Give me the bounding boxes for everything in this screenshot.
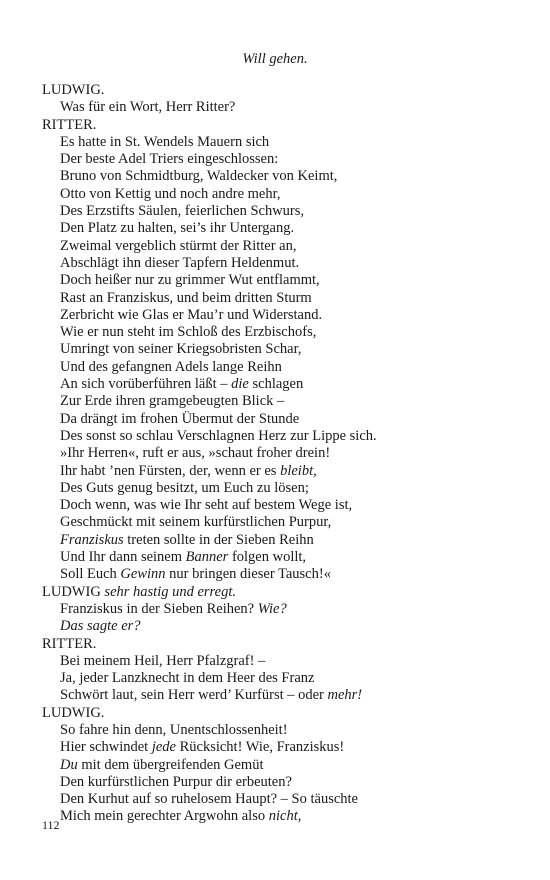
line-text: Den kurfürstlichen Purpur dir erbeuten? <box>60 773 292 790</box>
page-number: 112 <box>42 818 60 832</box>
line-text: Und Ihr dann seinem <box>60 549 186 566</box>
line-text: Doch heißer nur zu grimmer Wut entflammt, <box>60 272 320 289</box>
speaker-name <box>42 705 537 722</box>
emphasis-text: jede <box>151 739 176 756</box>
dialogue-text <box>42 82 537 826</box>
verse-line <box>42 687 537 704</box>
line-text: Des sonst so schlau Verschlagnen Herz zur Lippe sich. <box>60 427 377 444</box>
line-text: Abschlägt ihn dieser Tapfern Heldenmut. <box>60 254 300 271</box>
emphasis-text: Banner <box>185 549 229 566</box>
verse-line <box>42 220 537 237</box>
verse-line <box>42 376 537 393</box>
verse-line <box>42 272 537 289</box>
emphasis-text: Du <box>60 756 78 773</box>
stage-direction: Will gehen. <box>242 51 308 67</box>
emphasis-text: Wie? <box>257 600 287 617</box>
emphasis-text: sehr hastig und erregt. <box>104 583 236 600</box>
verse-line <box>42 411 537 428</box>
line-text: Was für ein Wort, Herr Ritter? <box>60 99 236 116</box>
verse-line <box>42 463 537 480</box>
line-text: Den Platz zu halten, sei’s ihr Untergang. <box>60 220 295 237</box>
verse-line <box>42 532 537 549</box>
line-text: Zerbricht wie Glas er Mau’r und Widerstand. <box>60 306 323 323</box>
verse-line <box>42 566 537 583</box>
verse-line <box>42 238 537 255</box>
verse-line <box>42 134 537 151</box>
line-text: Franziskus in der Sieben Reihen? <box>60 600 258 617</box>
line-text: schlagen <box>248 376 304 393</box>
emphasis-text: nicht, <box>268 808 302 825</box>
verse-line <box>42 618 537 635</box>
line-text: »Ihr Herren«, ruft er aus, »schaut froher drein! <box>60 445 331 462</box>
line-text: Des Guts genug besitzt, um Euch zu lösen; <box>60 479 309 496</box>
line-text: nur bringen dieser Tausch!« <box>165 566 331 583</box>
emphasis-text: mehr! <box>327 687 363 704</box>
line-text: RITTER. <box>42 635 97 652</box>
line-text: Zweimal vergeblich stürmt der Ritter an, <box>60 237 297 254</box>
emphasis-text: Gewinn <box>120 566 166 583</box>
verse-line <box>42 393 537 410</box>
line-text: Ja, jeder Lanzknecht in dem Heer des Franz <box>60 670 315 687</box>
verse-line <box>42 151 537 168</box>
verse-line <box>42 480 537 497</box>
line-text: An sich vorüberführen läßt – <box>60 376 232 393</box>
speaker-name <box>42 584 537 601</box>
verse-line <box>42 549 537 566</box>
verse-line <box>42 359 537 376</box>
line-text: Da drängt im frohen Übermut der Stunde <box>60 410 300 427</box>
verse-line <box>42 514 537 531</box>
verse-line <box>42 791 537 808</box>
line-text: Bruno von Schmidtburg, Waldecker von Keimt, <box>60 168 338 185</box>
line-text: Schwört laut, sein Herr werd’ Kurfürst – oder <box>60 687 328 704</box>
line-text: Und des gefangnen Adels lange Reihn <box>60 358 282 375</box>
verse-line <box>42 99 537 116</box>
line-text: Bei meinem Heil, Herr Pfalzgraf! – <box>60 652 266 669</box>
line-text: Umringt von seiner Kriegsobristen Schar, <box>60 341 302 358</box>
speaker-name <box>42 636 537 653</box>
speaker-name <box>42 82 537 99</box>
verse-line <box>42 670 537 687</box>
emphasis-text: bleibt, <box>280 462 317 479</box>
line-text: Den Kurhut auf so ruhelosem Haupt? – So täuschte <box>60 791 358 808</box>
line-text: Ihr habt ’nen Fürsten, der, wenn er es <box>60 462 281 479</box>
line-text: LUDWIG. <box>42 82 105 98</box>
speaker-name <box>42 117 537 134</box>
line-text: mit dem übergreifenden Gemüt <box>77 756 264 773</box>
emphasis-text: die <box>231 376 249 393</box>
verse-line <box>42 290 537 307</box>
verse-line <box>42 341 537 358</box>
verse-line <box>42 601 537 618</box>
line-text: Hier schwindet <box>60 739 152 756</box>
line-text: LUDWIG <box>42 583 105 600</box>
line-text: Geschmückt mit seinem kurfürstlichen Purpur, <box>60 514 332 531</box>
verse-line <box>42 324 537 341</box>
line-text: Otto von Kettig und noch andre mehr, <box>60 185 281 202</box>
line-text: So fahre hin denn, Unentschlossenheit! <box>60 721 288 738</box>
verse-line <box>42 497 537 514</box>
verse-line <box>42 757 537 774</box>
line-text: Rast an Franziskus, und beim dritten Sturm <box>60 289 312 306</box>
line-text: Der beste Adel Triers eingeschlossen: <box>60 151 279 168</box>
verse-line <box>42 774 537 791</box>
verse-line <box>42 808 537 825</box>
line-text: Mich mein gerechter Argwohn also <box>60 808 269 825</box>
line-text: Des Erzstifts Säulen, feierlichen Schwurs, <box>60 203 305 220</box>
line-text: treten sollte in der Sieben Reihn <box>123 531 314 548</box>
verse-line <box>42 739 537 756</box>
line-text: Es hatte in St. Wendels Mauern sich <box>60 133 270 150</box>
verse-line <box>42 653 537 670</box>
line-text: folgen wollt, <box>228 549 307 566</box>
verse-line <box>42 255 537 272</box>
verse-line <box>42 307 537 324</box>
line-text: Soll Euch <box>60 566 121 583</box>
verse-line <box>42 186 537 203</box>
line-text: Doch wenn, was wie Ihr seht auf bestem Wege ist, <box>60 497 353 514</box>
line-text: Wie er nun steht im Schloß des Erzbischofs, <box>60 324 317 341</box>
emphasis-text: Franziskus <box>60 531 124 548</box>
line-text: Zur Erde ihren gramgebeugten Blick – <box>60 393 285 410</box>
verse-line <box>42 203 537 220</box>
emphasis-text: Das sagte er? <box>60 618 141 635</box>
verse-line <box>42 445 537 462</box>
verse-line <box>42 428 537 445</box>
verse-line <box>42 722 537 739</box>
line-text: Rücksicht! Wie, Franziskus! <box>175 739 345 756</box>
line-text: RITTER. <box>42 116 97 133</box>
line-text: LUDWIG. <box>42 704 105 721</box>
verse-line <box>42 168 537 185</box>
